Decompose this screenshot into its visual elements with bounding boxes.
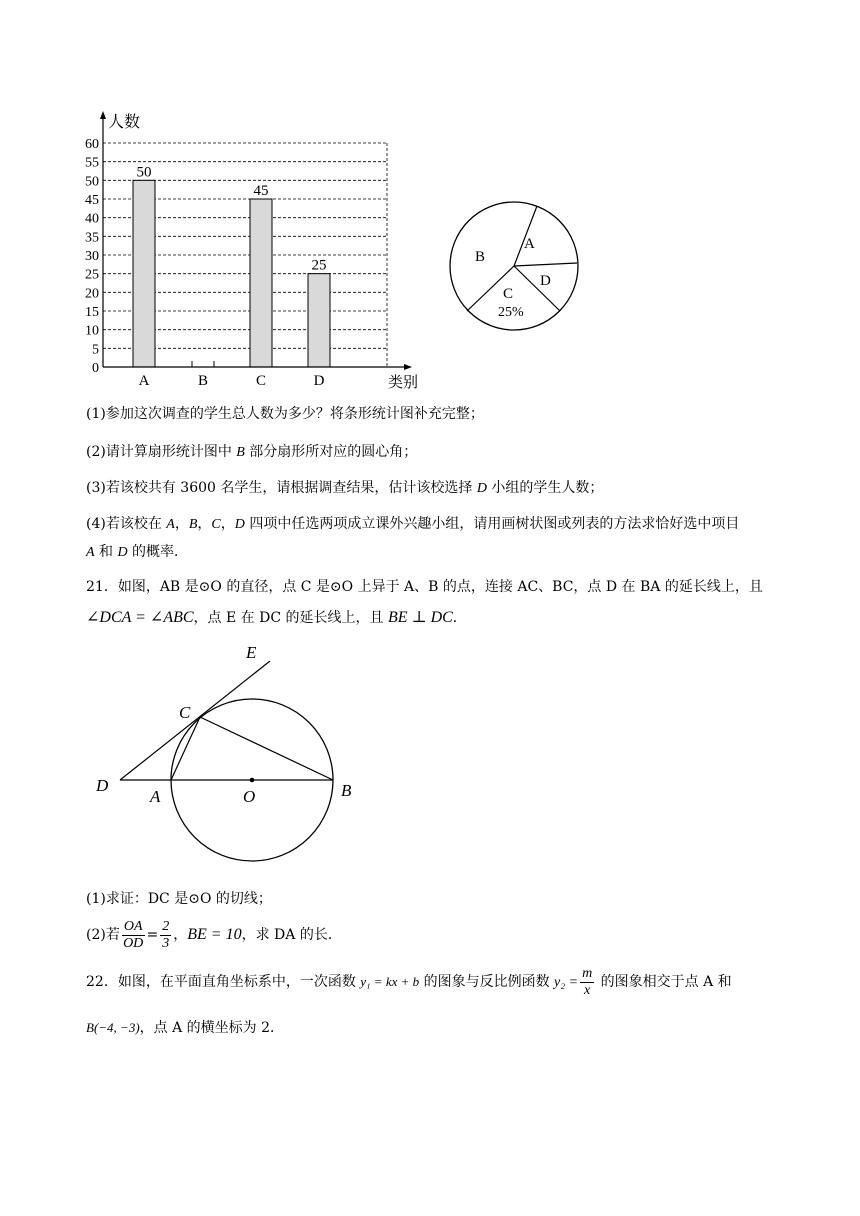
line-d-e bbox=[120, 661, 270, 780]
q20-part3-var: D bbox=[476, 481, 487, 496]
pie-label-c-percent: 25% bbox=[498, 305, 524, 320]
q21-angle-condition: ∠DCA = ∠ABC bbox=[86, 609, 194, 626]
geometry-figure bbox=[90, 636, 370, 866]
x-tick-label-b: B bbox=[197, 373, 209, 389]
q20-part2-var: B bbox=[236, 445, 245, 460]
q20-part3-text: (3)若该校共有 3600 名学生，请根据调查结果，估计该校选择 bbox=[86, 480, 477, 496]
q22-stem-line1 bbox=[86, 964, 732, 1001]
y-tick-label: 40 bbox=[85, 211, 99, 227]
q20-part4-text-end: 四项中任选两项成立课外兴趣小组，请用画树状图或列表的方法求恰好选中项目 bbox=[244, 516, 740, 532]
pie-label-b: B bbox=[475, 249, 486, 265]
fraction-2-3 bbox=[160, 919, 171, 952]
x-tick-label-c: C bbox=[255, 373, 267, 389]
q20-part2-text: (2)请计算扇形统计图中 bbox=[86, 444, 237, 460]
bar-value-label-d: 25 bbox=[311, 257, 327, 274]
q22-inverse-function-lhs: y₂ = bbox=[554, 975, 579, 990]
bar-chart bbox=[60, 105, 430, 395]
q20-part4-sep2: ， bbox=[197, 516, 212, 532]
y-axis-label: 人数 bbox=[108, 114, 141, 131]
q20-part4-cont bbox=[86, 542, 188, 563]
q20-part4-var-c: C bbox=[211, 517, 221, 532]
q21-part1: (1)求证：DC 是⊙O 的切线； bbox=[86, 891, 272, 907]
fraction-m-x-den: x bbox=[584, 982, 591, 998]
y-tick-label: 5 bbox=[92, 342, 99, 358]
x-tick-label-a: A bbox=[138, 373, 150, 389]
bar-d bbox=[308, 274, 330, 367]
y-tick-label: 35 bbox=[85, 230, 99, 246]
y-tick-label: 25 bbox=[85, 267, 99, 283]
q22-stem-mid: 的图象与反比例函数 bbox=[419, 974, 555, 990]
fraction-2-3-num: 2 bbox=[162, 918, 170, 934]
bar-value-label-c: 45 bbox=[253, 183, 269, 199]
q20-part4-var-b: B bbox=[188, 517, 198, 532]
y-tick-label: 30 bbox=[85, 249, 99, 264]
q21-perp-condition: BE ⊥ DC bbox=[387, 609, 453, 626]
label-o: O bbox=[243, 787, 256, 806]
fraction-m-x-num: m bbox=[582, 965, 593, 981]
q20-part4 bbox=[86, 514, 739, 535]
line-a-c bbox=[171, 717, 200, 780]
fraction-2-3-den: 3 bbox=[162, 935, 170, 951]
q21-part2-eq: = bbox=[146, 927, 159, 943]
q21-stem-end: ． bbox=[452, 610, 467, 626]
q20-part4-cont-var-a: A bbox=[86, 545, 95, 560]
y-tick-label: 10 bbox=[85, 323, 99, 339]
y-tick-label: 20 bbox=[85, 286, 99, 302]
q21-part2-be-value: BE = 10 bbox=[187, 926, 242, 943]
pie-divider-ad bbox=[514, 263, 577, 266]
label-d: D bbox=[96, 776, 109, 795]
q21-stem-line1: 21．如图，AB 是⊙O 的直径，点 C 是⊙O 上异于 A、B 的点，连接 AC、BC，点 D 在 BA 的延长线上，且 bbox=[86, 579, 763, 595]
q20-part4-cont-end: 的概率． bbox=[127, 544, 189, 560]
q21-part2 bbox=[86, 917, 342, 953]
y-tick-label: 50 bbox=[85, 174, 99, 190]
fraction-oa-od-num: OA bbox=[123, 918, 143, 934]
q22-stem-text-end: 的图象相交于点 A 和 bbox=[596, 974, 732, 990]
q20-part1: (1)参加这次调查的学生总人数为多少？将条形统计图补充完整； bbox=[86, 406, 484, 422]
label-c: C bbox=[179, 703, 191, 722]
q22-stem-text: 22．如图，在平面直角坐标系中，一次函数 bbox=[86, 974, 361, 990]
bar-a bbox=[133, 180, 155, 367]
pie-label-c: C bbox=[503, 286, 514, 302]
q20-part4-var-a: A bbox=[166, 517, 175, 532]
fraction-oa-od-den: OD bbox=[123, 935, 144, 951]
bar-chart-bars bbox=[133, 164, 330, 367]
label-e: E bbox=[246, 643, 257, 662]
q21-part2-text-end: ，求 DA 的长． bbox=[241, 927, 342, 943]
bar-chart-y-ticks bbox=[85, 137, 99, 376]
pie-label-d: D bbox=[540, 273, 551, 289]
x-axis-label: 类别 bbox=[388, 375, 419, 391]
bar-chart-x-labels bbox=[139, 373, 325, 389]
x-tick-label-d: D bbox=[313, 373, 325, 389]
y-tick-label: 0 bbox=[92, 361, 99, 376]
q20-part2-text-end: 部分扇形所对应的圆心角； bbox=[244, 444, 418, 460]
q20-part3-text-end: 小组的学生人数； bbox=[486, 480, 604, 496]
q21-stem-line2 bbox=[86, 608, 467, 628]
q21-part2-text: (2)若 bbox=[86, 927, 120, 943]
q22-linear-function: y₁ = kx + b bbox=[360, 974, 420, 989]
q22-point-b: B(−4, −3) bbox=[86, 1020, 140, 1035]
q20-part4-sep3: ， bbox=[220, 516, 235, 532]
q20-part4-cont-var-d: D bbox=[117, 545, 128, 560]
fraction-m-x bbox=[580, 966, 594, 999]
q20-part4-cont-mid: 和 bbox=[94, 544, 118, 560]
q20-part2 bbox=[86, 442, 417, 463]
x-axis-arrow bbox=[404, 364, 412, 370]
bar-c bbox=[250, 199, 272, 367]
q20-part4-sep1: ， bbox=[174, 516, 189, 532]
pie-chart bbox=[444, 196, 584, 336]
y-tick-label: 55 bbox=[85, 155, 99, 171]
q21-part2-sep: ， bbox=[173, 927, 188, 943]
q22-stem-text-end2: ，点 A 的横坐标为 2． bbox=[139, 1020, 285, 1036]
y-tick-label: 45 bbox=[85, 193, 99, 208]
center-point-o bbox=[250, 778, 255, 783]
fraction-oa-od bbox=[122, 919, 145, 952]
pie-label-a: A bbox=[524, 236, 535, 252]
bar-value-label-a: 50 bbox=[136, 164, 152, 181]
y-tick-label: 60 bbox=[85, 137, 99, 152]
q22-stem-line2 bbox=[86, 1018, 284, 1038]
q20-part4-var-d: D bbox=[234, 517, 245, 532]
label-b: B bbox=[341, 781, 352, 800]
label-a: A bbox=[150, 787, 161, 806]
y-axis-arrow bbox=[100, 111, 106, 119]
q21-stem-mid: ，点 E 在 DC 的延长线上，且 bbox=[193, 610, 388, 626]
q20-part4-text: (4)若该校在 bbox=[86, 516, 167, 532]
y-tick-label: 15 bbox=[85, 305, 99, 320]
q20-part3 bbox=[86, 478, 603, 499]
